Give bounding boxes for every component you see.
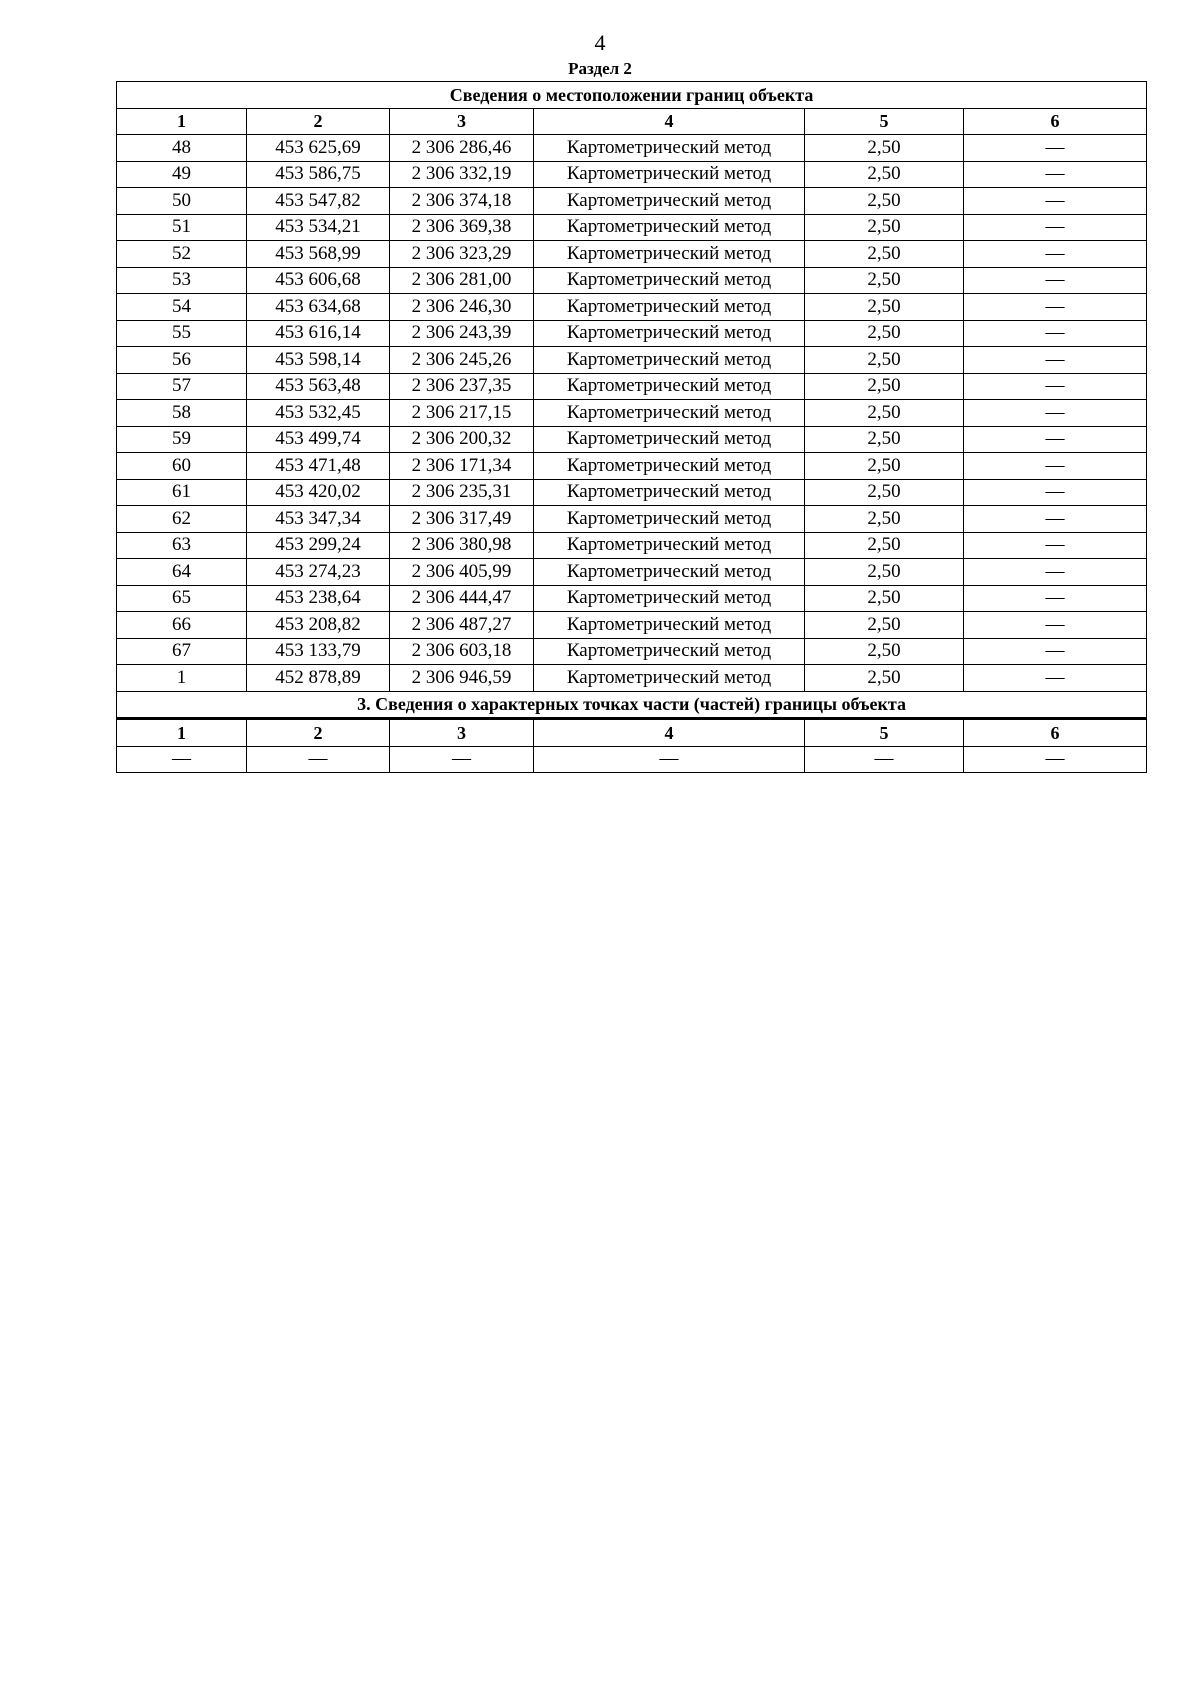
description-cell: — [964,400,1147,427]
column-header: 2 [247,108,390,135]
accuracy-cell: 2,50 [805,135,964,162]
description-cell: — [964,559,1147,586]
description-cell: — [964,665,1147,692]
table-row [117,400,1147,427]
y-coordinate-cell: 2 306 217,15 [390,400,534,427]
table-row [117,214,1147,241]
column-header: 1 [117,108,247,135]
accuracy-cell: 2,50 [805,161,964,188]
x-coordinate-cell: 453 534,21 [247,214,390,241]
y-coordinate-cell: 2 306 243,39 [390,320,534,347]
table-row [117,135,1147,162]
description-cell: — [964,585,1147,612]
point-number-cell: 51 [117,214,247,241]
point-number-cell: 66 [117,612,247,639]
accuracy-cell: 2,50 [805,188,964,215]
point-number-cell: 58 [117,400,247,427]
y-coordinate-cell: 2 306 323,29 [390,241,534,268]
table-row [117,294,1147,321]
point-number-cell: 1 [117,665,247,692]
column-header: 5 [805,719,964,747]
x-coordinate-cell: 453 586,75 [247,161,390,188]
y-coordinate-cell: 2 306 286,46 [390,135,534,162]
column-header: 2 [247,719,390,747]
description-cell: — [964,294,1147,321]
point-number-cell: 56 [117,347,247,374]
table-row [117,479,1147,506]
accuracy-cell: 2,50 [805,585,964,612]
table-row [117,347,1147,374]
column-header: 1 [117,719,247,747]
accuracy-cell: 2,50 [805,559,964,586]
accuracy-cell: 2,50 [805,612,964,639]
parts-cell: — [390,746,534,773]
description-cell: — [964,347,1147,374]
y-coordinate-cell: 2 306 281,00 [390,267,534,294]
method-cell: Картометрический метод [534,506,805,533]
x-coordinate-cell: 453 532,45 [247,400,390,427]
x-coordinate-cell: 453 471,48 [247,453,390,480]
method-cell: Картометрический метод [534,612,805,639]
method-cell: Картометрический метод [534,373,805,400]
y-coordinate-cell: 2 306 487,27 [390,612,534,639]
x-coordinate-cell: 453 547,82 [247,188,390,215]
y-coordinate-cell: 2 306 380,98 [390,532,534,559]
boundary-table [116,81,1147,773]
y-coordinate-cell: 2 306 369,38 [390,214,534,241]
description-cell: — [964,161,1147,188]
description-cell: — [964,373,1147,400]
section-label: Раздел 2 [568,59,632,78]
x-coordinate-cell: 453 208,82 [247,612,390,639]
y-coordinate-cell: 2 306 444,47 [390,585,534,612]
y-coordinate-cell: 2 306 946,59 [390,665,534,692]
x-coordinate-cell: 453 499,74 [247,426,390,453]
table-title-row [117,82,1147,109]
description-cell: — [964,426,1147,453]
y-coordinate-cell: 2 306 200,32 [390,426,534,453]
method-cell: Картометрический метод [534,267,805,294]
parts-cell: — [247,746,390,773]
table-row [117,506,1147,533]
accuracy-cell: 2,50 [805,479,964,506]
table-row [117,241,1147,268]
accuracy-cell: 2,50 [805,426,964,453]
point-number-cell: 50 [117,188,247,215]
method-cell: Картометрический метод [534,532,805,559]
point-number-cell: 55 [117,320,247,347]
table-row [117,453,1147,480]
description-cell: — [964,135,1147,162]
column-header: 6 [964,719,1147,747]
x-coordinate-cell: 453 568,99 [247,241,390,268]
accuracy-cell: 2,50 [805,241,964,268]
table-row [117,532,1147,559]
accuracy-cell: 2,50 [805,638,964,665]
parts-cell: — [117,746,247,773]
description-cell: — [964,612,1147,639]
table-row [117,638,1147,665]
accuracy-cell: 2,50 [805,400,964,427]
description-cell: — [964,479,1147,506]
y-coordinate-cell: 2 306 246,30 [390,294,534,321]
table-row [117,320,1147,347]
page-number: 4 [594,30,606,55]
accuracy-cell: 2,50 [805,320,964,347]
accuracy-cell: 2,50 [805,453,964,480]
parts-cell: — [534,746,805,773]
accuracy-cell: 2,50 [805,532,964,559]
table-row [117,665,1147,692]
table-row [117,585,1147,612]
description-cell: — [964,506,1147,533]
description-cell: — [964,241,1147,268]
description-cell: — [964,638,1147,665]
method-cell: Картометрический метод [534,585,805,612]
method-cell: Картометрический метод [534,479,805,506]
column-header: 5 [805,108,964,135]
point-number-cell: 53 [117,267,247,294]
description-cell: — [964,320,1147,347]
method-cell: Картометрический метод [534,241,805,268]
method-cell: Картометрический метод [534,559,805,586]
point-number-cell: 63 [117,532,247,559]
method-cell: Картометрический метод [534,347,805,374]
y-coordinate-cell: 2 306 374,18 [390,188,534,215]
point-number-cell: 57 [117,373,247,400]
column-header: 6 [964,108,1147,135]
x-coordinate-cell: 453 133,79 [247,638,390,665]
table-row [117,188,1147,215]
accuracy-cell: 2,50 [805,294,964,321]
parts-column-header-row [117,719,1147,747]
parts-cell: — [805,746,964,773]
y-coordinate-cell: 2 306 237,35 [390,373,534,400]
description-cell: — [964,188,1147,215]
y-coordinate-cell: 2 306 171,34 [390,453,534,480]
accuracy-cell: 2,50 [805,214,964,241]
y-coordinate-cell: 2 306 245,26 [390,347,534,374]
x-coordinate-cell: 453 299,24 [247,532,390,559]
method-cell: Картометрический метод [534,665,805,692]
point-number-cell: 59 [117,426,247,453]
x-coordinate-cell: 453 274,23 [247,559,390,586]
accuracy-cell: 2,50 [805,665,964,692]
accuracy-cell: 2,50 [805,373,964,400]
accuracy-cell: 2,50 [805,506,964,533]
parts-cell: — [964,746,1147,773]
column-header: 4 [534,108,805,135]
parts-table-title: 3. Сведения о характерных точках части (частей) границы объекта [117,691,1147,719]
table-row [117,426,1147,453]
y-coordinate-cell: 2 306 332,19 [390,161,534,188]
x-coordinate-cell: 453 625,69 [247,135,390,162]
method-cell: Картометрический метод [534,320,805,347]
column-header: 3 [390,719,534,747]
point-number-cell: 61 [117,479,247,506]
point-number-cell: 65 [117,585,247,612]
point-number-cell: 64 [117,559,247,586]
description-cell: — [964,214,1147,241]
table-row [117,612,1147,639]
x-coordinate-cell: 453 563,48 [247,373,390,400]
accuracy-cell: 2,50 [805,267,964,294]
table-row [117,373,1147,400]
table-row [117,161,1147,188]
point-number-cell: 48 [117,135,247,162]
point-number-cell: 49 [117,161,247,188]
method-cell: Картометрический метод [534,453,805,480]
method-cell: Картометрический метод [534,161,805,188]
point-number-cell: 62 [117,506,247,533]
column-header: 4 [534,719,805,747]
x-coordinate-cell: 453 347,34 [247,506,390,533]
y-coordinate-cell: 2 306 317,49 [390,506,534,533]
description-cell: — [964,267,1147,294]
x-coordinate-cell: 452 878,89 [247,665,390,692]
method-cell: Картометрический метод [534,400,805,427]
y-coordinate-cell: 2 306 405,99 [390,559,534,586]
method-cell: Картометрический метод [534,188,805,215]
description-cell: — [964,453,1147,480]
y-coordinate-cell: 2 306 603,18 [390,638,534,665]
parts-title-row [117,691,1147,719]
accuracy-cell: 2,50 [805,347,964,374]
point-number-cell: 67 [117,638,247,665]
point-number-cell: 60 [117,453,247,480]
method-cell: Картометрический метод [534,426,805,453]
x-coordinate-cell: 453 616,14 [247,320,390,347]
table-row [117,559,1147,586]
point-number-cell: 52 [117,241,247,268]
x-coordinate-cell: 453 238,64 [247,585,390,612]
method-cell: Картометрический метод [534,214,805,241]
parts-table-row [117,746,1147,773]
method-cell: Картометрический метод [534,638,805,665]
x-coordinate-cell: 453 598,14 [247,347,390,374]
x-coordinate-cell: 453 420,02 [247,479,390,506]
column-header: 3 [390,108,534,135]
point-number-cell: 54 [117,294,247,321]
table-row [117,267,1147,294]
x-coordinate-cell: 453 634,68 [247,294,390,321]
method-cell: Картометрический метод [534,294,805,321]
column-header-row [117,108,1147,135]
method-cell: Картометрический метод [534,135,805,162]
table-title: Сведения о местоположении границ объекта [117,82,1147,109]
description-cell: — [964,532,1147,559]
y-coordinate-cell: 2 306 235,31 [390,479,534,506]
x-coordinate-cell: 453 606,68 [247,267,390,294]
